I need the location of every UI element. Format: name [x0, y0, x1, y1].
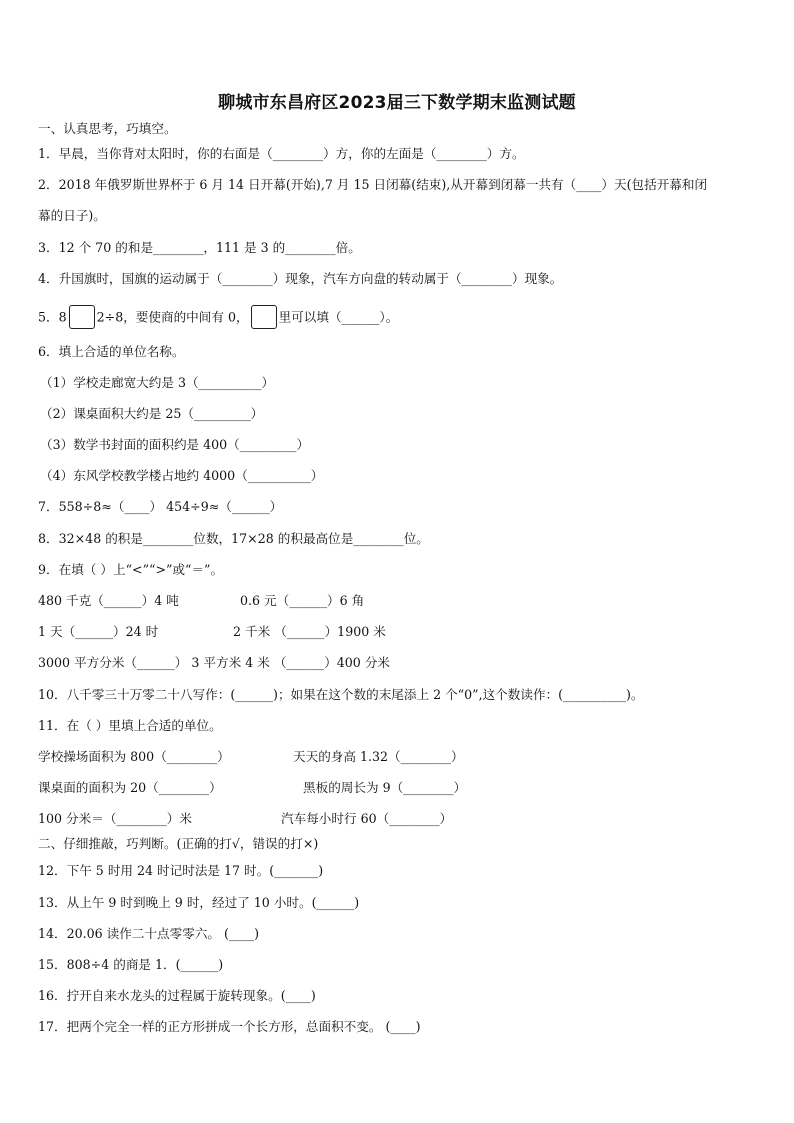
page-title: 聊城市东昌府区2023届三下数学期末监测试题 [218, 93, 576, 113]
question-5-part-b: 2÷8，要使商的中间有 0， [96, 309, 249, 325]
question-11: 11．在（ ）里填上合适的单位。 [38, 718, 222, 733]
section-2-heading: 二、仔细推敲，巧判断。(正确的打√，错误的打×) [38, 836, 319, 851]
question-9-row-1b: 0.6 元（______）6 角 [240, 593, 365, 608]
question-9: 9．在填（ ）上“<”“>”或“＝”。 [38, 562, 224, 577]
question-17: 17．把两个完全一样的正方形拼成一个长方形，总面积不变。 (____) [38, 1019, 421, 1034]
question-6-item-3: （3）数学书封面的面积约是 400（_________） [40, 437, 310, 452]
question-2-line-1: 2．2018 年俄罗斯世界杯于 6 月 14 日开幕(开始),7 月 15 日闭幕(结束),从开幕到闭幕一共有（____）天(包括开幕和闭 [38, 177, 708, 192]
question-3: 3．12 个 70 的和是________，111 是 3 的________倍。 [38, 240, 361, 255]
question-11-row-3a: 100 分米＝（________）米 [38, 811, 192, 826]
question-11-row-2a: 课桌面的面积为 20（________） [38, 780, 222, 795]
question-6-item-1: （1）学校走廊宽大约是 3（__________） [40, 375, 275, 390]
answer-box-2 [251, 305, 277, 329]
question-15: 15．808÷4 的商是 1．(______) [38, 957, 224, 972]
question-5-part-a: 5．8 [38, 309, 67, 325]
question-11-row-2b: 黑板的周长为 9（________） [303, 780, 467, 795]
question-9-row-3: 3000 平方分米（______） 3 平方米 4 米 （______）400 分米 [38, 655, 391, 670]
question-9-row-2a: 1 天（______）24 时 [38, 624, 159, 639]
question-6-item-2: （2）课桌面积大约是 25（_________） [40, 406, 264, 421]
question-9-row-1a: 480 千克（______）4 吨 [38, 593, 179, 608]
question-9-row-2b: 2 千米 （______）1900 米 [233, 624, 386, 639]
question-8: 8．32×48 的积是________位数，17×28 的积最高位是________位。 [38, 531, 429, 546]
question-7: 7．558÷8≈（____） 454÷9≈（______） [38, 499, 283, 514]
question-6: 6．填上合适的单位名称。 [38, 344, 185, 359]
question-6-item-4: （4）东风学校教学楼占地约 4000（__________） [40, 468, 324, 483]
question-12: 12．下午 5 时用 24 时记时法是 17 时。(_______) [38, 863, 324, 878]
question-4: 4．升国旗时，国旗的运动属于（________）现象，汽车方向盘的转动属于（________）现象。 [38, 271, 563, 286]
question-10: 10．八千零三十万零二十八写作：(______)；如果在这个数的末尾添上 2 个“0”,这个数读作：(__________)。 [38, 687, 644, 702]
question-11-row-3b: 汽车每小时行 60（________） [281, 811, 453, 826]
question-5-part-c: 里可以填（______）。 [278, 309, 399, 325]
question-11-row-1a: 学校操场面积为 800（________） [38, 749, 230, 764]
question-16: 16．拧开自来水龙头的过程属于旋转现象。(____) [38, 988, 316, 1003]
question-5 [38, 306, 398, 330]
question-1: 1．早晨，当你背对太阳时，你的右面是（________）方，你的左面是（________）方。 [38, 146, 525, 161]
question-14: 14．20.06 读作二十点零零六。 (____) [38, 926, 260, 941]
question-11-row-1b: 天天的身高 1.32（________） [293, 749, 464, 764]
question-13: 13．从上午 9 时到晚上 9 时，经过了 10 小时。(______) [38, 895, 360, 910]
question-2-line-2: 幕的日子)。 [38, 208, 106, 223]
answer-box-1 [69, 305, 95, 329]
section-1-heading: 一、认真思考，巧填空。 [38, 121, 177, 136]
